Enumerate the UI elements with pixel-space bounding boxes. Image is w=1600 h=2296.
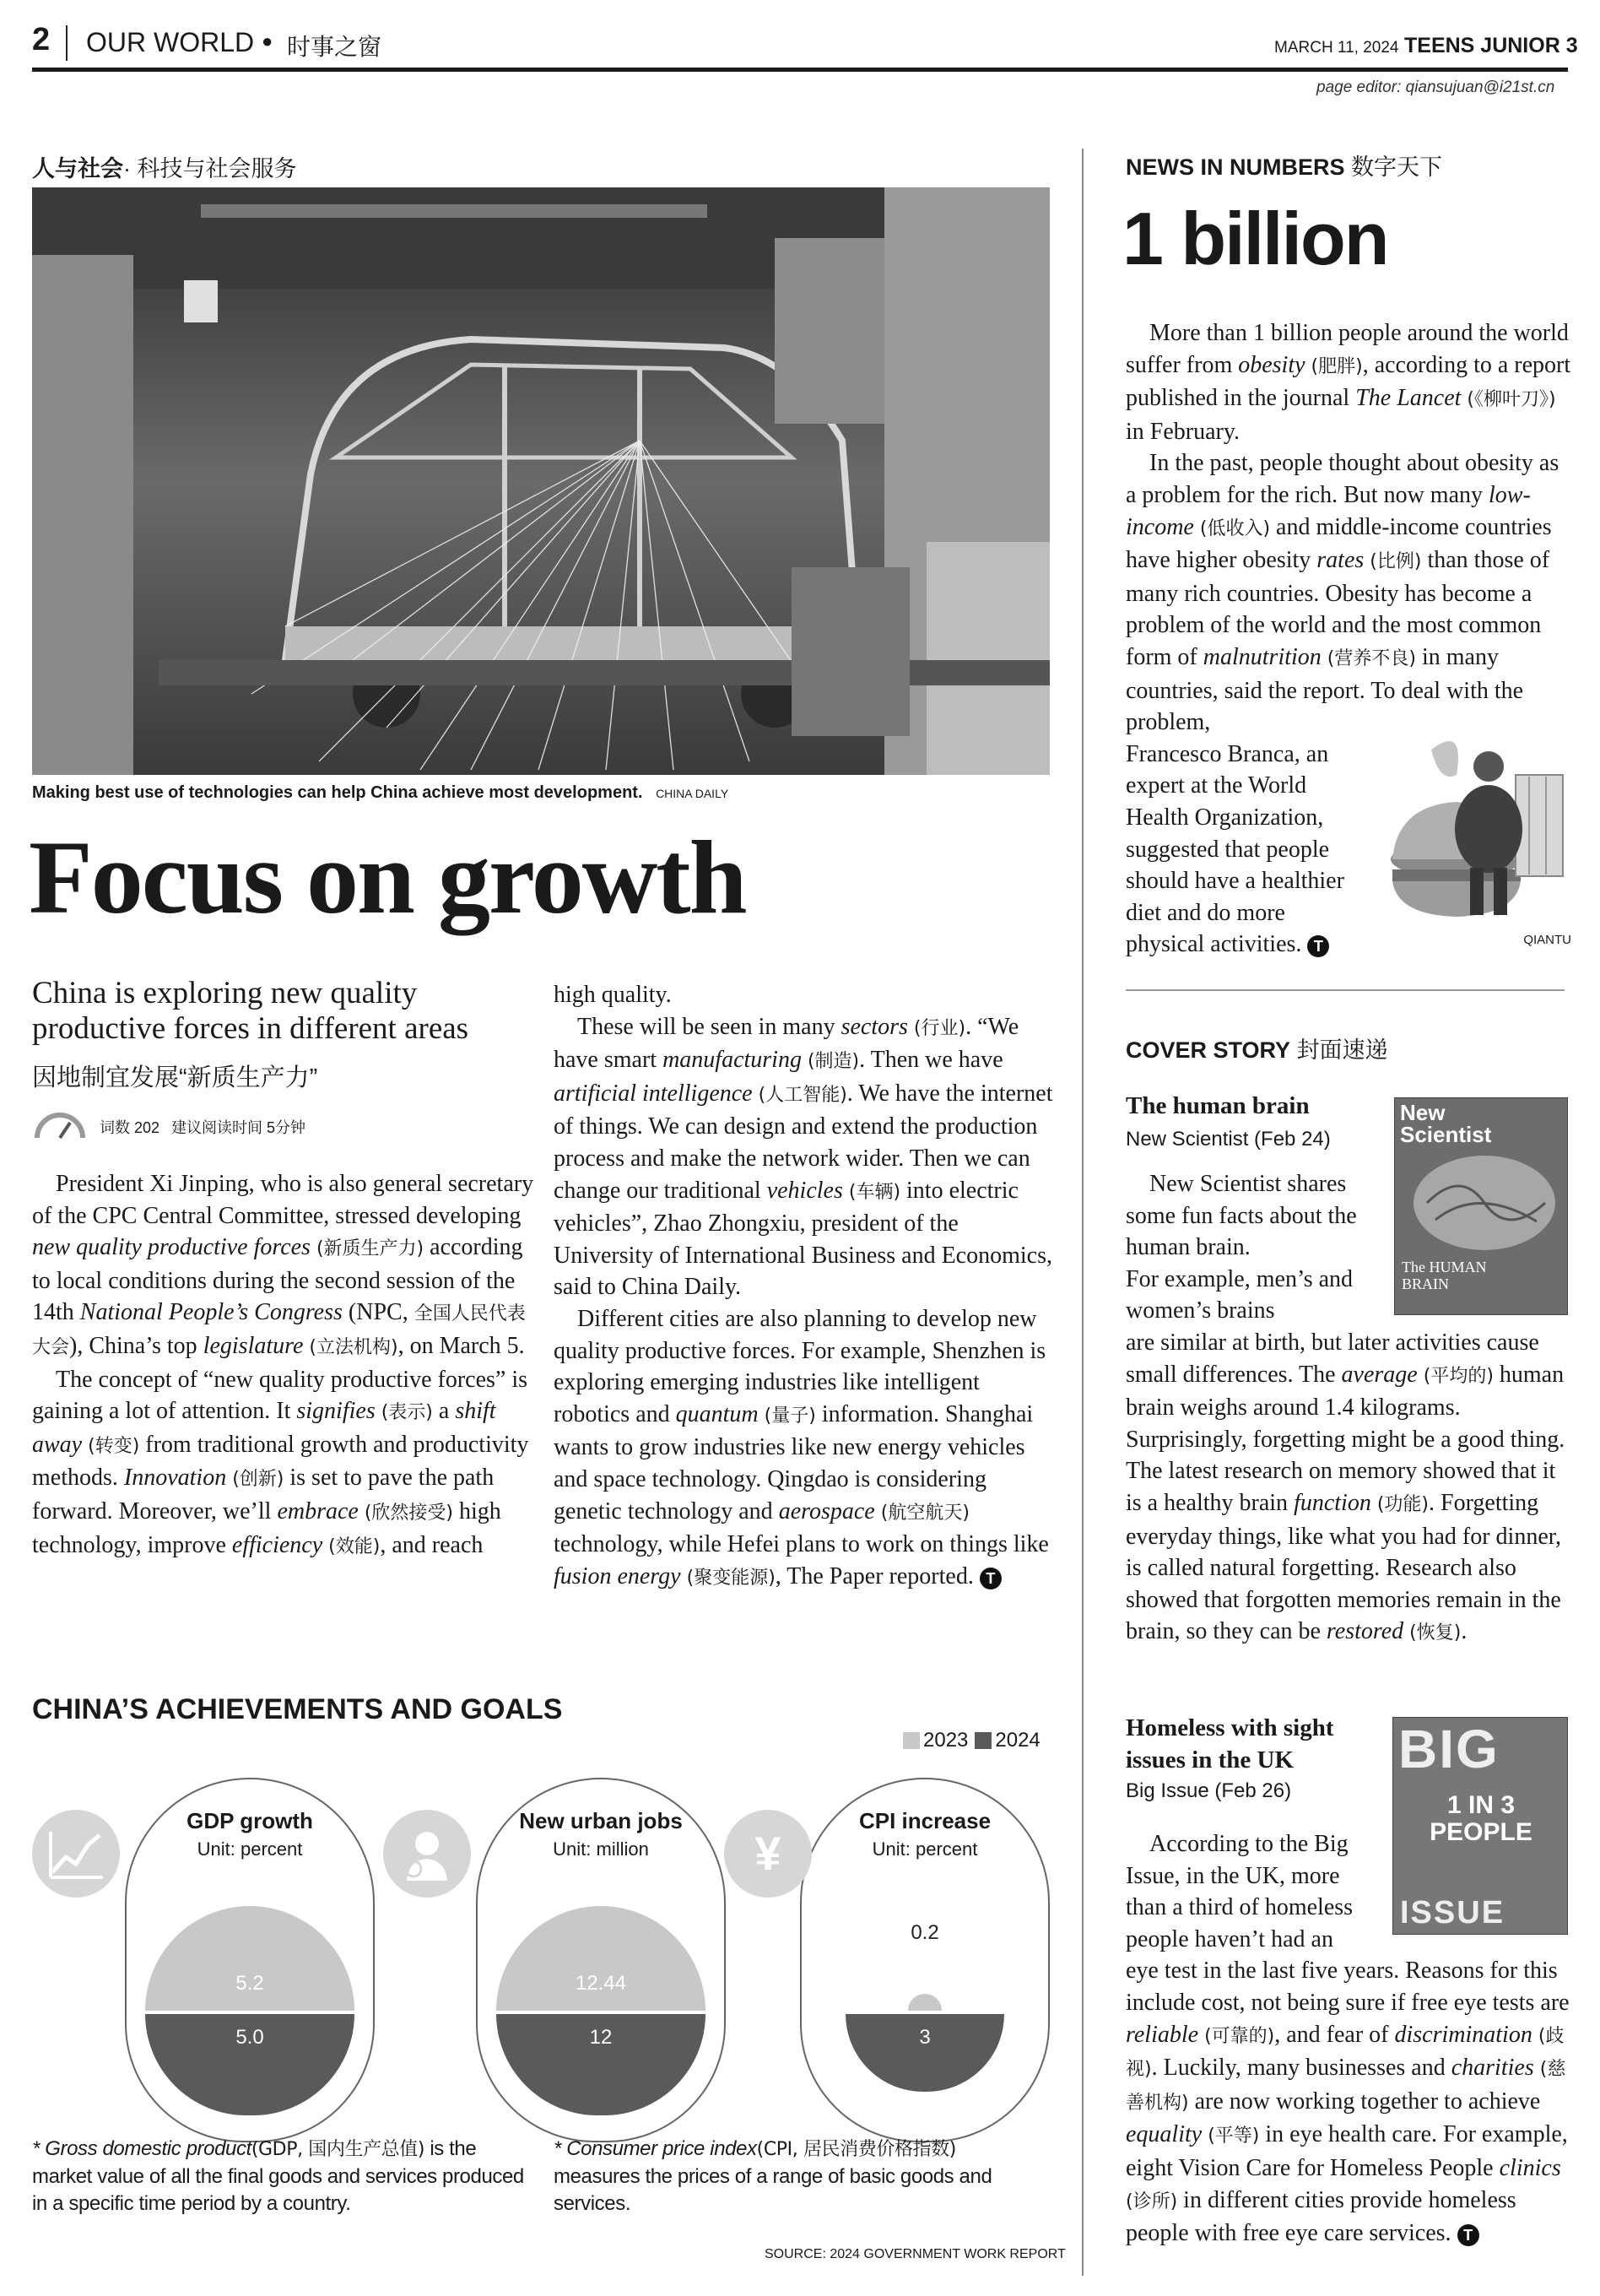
line-chart-icon: [32, 1810, 120, 1898]
cpi-footnote: [554, 2136, 1026, 2217]
story1-source: New Scientist (Feb 24): [1126, 1128, 1331, 1151]
headline: Focus on growth: [29, 820, 746, 935]
section-name-cn: 时事之窗: [287, 34, 382, 60]
divider: [66, 25, 68, 61]
cpi-note-cn: (CPI, 居民消费价格指数): [756, 2139, 956, 2160]
cpi-note-text: measures the prices of a range of basic goods and services.: [554, 2165, 992, 2215]
read-time-text: 建议阅读时间 5分钟: [171, 1119, 306, 1136]
cpi-title: CPI increase: [858, 1808, 992, 1833]
obesity-illustration: [1381, 724, 1571, 947]
story2-title-line1: Homeless with sight: [1126, 1714, 1334, 1741]
gdp-footnote: [32, 2136, 538, 2217]
cpi-card: [800, 1778, 1050, 2142]
source-note: SOURCE: 2024 GOVERNMENT WORK REPORT: [765, 2247, 1066, 2261]
photo-caption: [32, 783, 728, 803]
legend: [903, 1729, 1041, 1752]
section-name: OUR WORLD: [86, 27, 255, 57]
news-numbers-body: More than 1 billion people around the world suffer from obesity (肥胖), according to a report published in the journal The Lancet (《柳叶刀》) in February. In the past, people thought about obesity as a problem for the rich. But now many low-income (低收入) and middle-income countries have higher obesity rates (比例) than those of many rich countries. Obesity has become a problem of the world and the most common form of malnutrition (营养不良) in many countries, said the report. To deal with the problem, Francesco Branca, an expert at the World Health Organization, suggested that people should have a healthier diet and do more physical activities. T: [1126, 320, 1571, 958]
body-column-1: President Xi Jinping, who is also general secretary of the CPC Central Committee, stressed developing new quality productive forces (新质生产力) according to local conditions during the second session of the 14th National People’s Congress (NPC, 全国人民代表大会), China’s top legislature (立法机构), on March 5. The concept of “new quality productive forces” is gaining a lot of attention. It signifies (表示) a shift away (转变) from traditional growth and productivity methods. Innovation (创新) is set to pave the path forward. Moreover, we’ll embrace (欣然接受) high technology, improve efficiency (效能), and reach: [32, 1171, 534, 1558]
jobs-title: New urban jobs: [519, 1808, 683, 1833]
cpi-value-2024: 3: [919, 2026, 931, 2049]
jobs-card: [476, 1778, 726, 2142]
reading-gauge-icon: [32, 1107, 88, 1145]
kicker-bold: 人与社会: [32, 156, 123, 181]
cover-story-label-en: COVER STORY: [1126, 1037, 1291, 1063]
gdp-value-2024: 5.0: [235, 2026, 264, 2049]
end-mark-icon-3: T: [1457, 2224, 1479, 2246]
kicker: [32, 150, 297, 183]
illustration-credit: QIANTU: [1523, 933, 1571, 947]
cpi-note-term: * Consumer price index: [554, 2137, 757, 2160]
jobs-value-2024: 12: [589, 2026, 613, 2049]
story2-body: According to the Big Issue, in the UK, more than a third of homeless people haven’t had an eye test in the last five years. Reasons for this include cost, not being sure if free eye tests are reliable (可靠的), and fear of discrimination (歧视). Luckily, many businesses and charities (慈善机构) are now working together to achieve equality (平等) in eye health care. For example, eight Vision Care for Homeless People clinics (诊所) in different cities provide homeless people with free eye care services. T: [1126, 1831, 1570, 2247]
cover-story-label: [1126, 1032, 1388, 1064]
deck: [32, 976, 468, 1047]
end-mark-icon-2: T: [1307, 935, 1329, 957]
photo-credit: CHINA DAILY: [656, 787, 729, 800]
gdp-note-text: is the market value of all the final goods and services produced in a specific time period by a country.: [32, 2137, 524, 2215]
news-numbers-label-cn: 数字天下: [1351, 154, 1443, 180]
legend-swatch-2023: [903, 1732, 920, 1749]
header-rule: [32, 68, 1568, 72]
page-number: 2: [32, 22, 51, 57]
story1-body: New Scientist shares some fun facts about the human brain. For example, men’s and women’s brains are similar at birth, but later activities cause small differences. The average (平均的) human brain weighs around 1.4 kilograms. Surprisingly, forgetting might be a good thing. The latest research on memory showed that it is a healthy brain function (功能). Forgetting everyday things, like what you had for dinner, is called natural forgetting. Research also showed that forgotten memories remain in the brain, so they can be restored (恢复).: [1126, 1171, 1565, 1645]
big-issue-cover-bottom: ISSUE: [1400, 1895, 1505, 1930]
new-scientist-cover-title: New Scientist: [1400, 1100, 1492, 1147]
cpi-unit: Unit: percent: [872, 1838, 978, 1860]
deck-line-1: China is exploring new quality: [32, 976, 418, 1010]
story2-title: [1126, 1712, 1334, 1776]
caption-text: Making best use of technologies can help China achieve most development.: [32, 783, 643, 802]
big-issue-cover-top: BIG: [1398, 1719, 1500, 1779]
publication-name: TEENS JUNIOR 3: [1404, 34, 1578, 57]
story1-title: The human brain: [1126, 1092, 1310, 1119]
story2-title-line2: issues in the UK: [1126, 1746, 1295, 1773]
column-divider: [1082, 149, 1084, 2276]
issue-date: MARCH 11, 2024: [1274, 39, 1399, 57]
gdp-card: [125, 1778, 375, 2142]
section-rule: [1126, 989, 1565, 991]
cpi-value-2023: 0.2: [911, 1921, 939, 1944]
bullet: ●: [262, 30, 273, 51]
new-scientist-cover-sub: The HUMAN BRAIN: [1402, 1259, 1487, 1292]
story2-source: Big Issue (Feb 26): [1126, 1779, 1292, 1802]
yuan-icon: ¥: [724, 1810, 812, 1898]
big-number: 1 billion: [1122, 197, 1388, 280]
page-editor: page editor: qiansujuan@i21st.cn: [1316, 79, 1555, 96]
big-issue-cover-mid: 1 IN 3 PEOPLE: [1430, 1791, 1532, 1846]
gdp-unit: Unit: percent: [197, 1838, 303, 1860]
gdp-value-2023: 5.2: [235, 1972, 264, 1995]
end-mark-icon: T: [980, 1568, 1002, 1589]
gdp-title: GDP growth: [186, 1808, 313, 1833]
worker-icon: [383, 1810, 471, 1898]
news-numbers-label: [1126, 149, 1442, 181]
deck-cn: 因地制宜发展“新质生产力”: [32, 1064, 318, 1091]
body-column-2: high quality. These will be seen in many sectors (行业). “We have smart manufacturing (制造). Then we have artificial intelligence (人工智能). We have the internet of things. We can design and extend the production process and make the network wider. Then we can change our traditional vehicles (车辆) into electric vehicles”, Zhao Zhongxiu, president of the University of International Business and Economics, said to China Daily. Different cities are also planning to develop new quality productive forces. For example, Shenzhen is exploring emerging industries like intelligent robotics and quantum (量子) information. Shanghai wants to grow industries like new energy vehicles and space technology. Qingdao is considering genetic technology and aerospace (航空航天) technology, while Hefei plans to work on things like fusion energy (聚变能源), The Paper reported. T: [554, 982, 1053, 1589]
kicker-rest: · 科技与社会服务: [123, 156, 297, 181]
gdp-note-cn: (GDP, 国内生产总值): [251, 2139, 425, 2160]
cover-story-label-cn: 封面速递: [1296, 1037, 1388, 1063]
word-count: [100, 1116, 305, 1138]
deck-line-2: productive forces in different areas: [32, 1011, 469, 1046]
jobs-value-2023: 12.44: [575, 1972, 627, 1995]
legend-label-2024: 2024: [995, 1729, 1041, 1752]
infographic-title: CHINA’S ACHIEVEMENTS AND GOALS: [32, 1693, 563, 1725]
legend-swatch-2024: [975, 1732, 992, 1749]
jobs-unit: Unit: million: [553, 1838, 649, 1860]
news-numbers-label-en: NEWS IN NUMBERS: [1126, 154, 1345, 180]
legend-label-2023: 2023: [923, 1729, 969, 1752]
factory-photo: [32, 187, 1050, 775]
cpi-bar-2023: [908, 1994, 942, 2011]
word-count-text: 词数 202: [100, 1119, 160, 1136]
gdp-note-term: * Gross domestic product: [32, 2137, 251, 2160]
